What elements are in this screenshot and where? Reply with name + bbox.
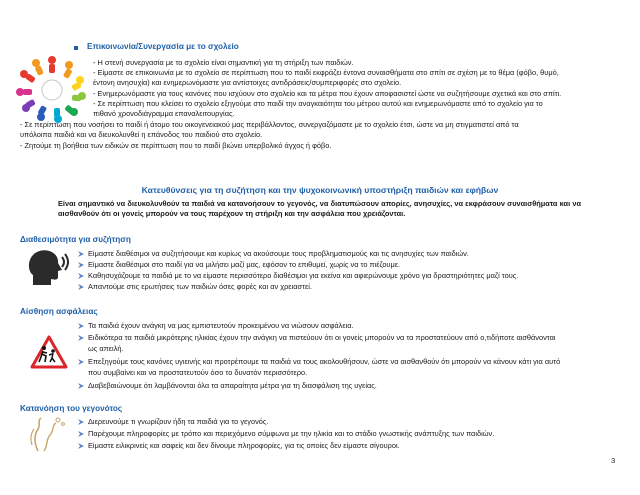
section1-line: πιθανό χρονοδιάγραμμα επαναλειτουργίας. xyxy=(93,109,235,118)
list-item: Απαντούμε στις ερωτήσεις των παιδιών όσες φορές και αν χρειαστεί. xyxy=(88,282,312,291)
list-item: Καθησυχάζουμε τα παιδιά με το να είμαστε περισσότερο διαθέσιμοι για εκείνα και αφιερώνουμε χρόνο για δραστηριότητες μαζί τους. xyxy=(88,271,519,280)
section1-line: - Σε περίπτωση που νοσήσει το παιδί ή άτομο του οικογενειακού μας περιβάλλοντος, συνεργαζόμαστε με το σχολείο έτσι, ώστε να μη στιγματιστεί από τα xyxy=(20,120,519,129)
arrow-bullet-icon xyxy=(77,322,85,330)
arrow-bullet-icon xyxy=(77,261,85,269)
safety-line: Επεξηγούμε τους κανόνες υγιεινής και προτρέπουμε τα παιδιά να τους ακολουθήσουν, ώστε να αισθανθούν ότι μπορούν να κάνουν κάτι για αυτό xyxy=(88,357,561,366)
section1-line: - Η στενή συνεργασία με το σχολείο είναι σημαντική για τη στήριξη των παιδιών. xyxy=(93,58,354,67)
section-heading-understanding: Κατανόηση του γεγονότος xyxy=(20,404,123,413)
arrow-bullet-icon xyxy=(77,334,85,342)
safety-line: ως απειλή. xyxy=(88,344,124,353)
section-heading-safety: Αίσθηση ασφάλειας xyxy=(20,307,98,316)
children-crossing-sign-icon xyxy=(30,335,68,369)
arrow-bullet-icon xyxy=(77,283,85,291)
section1-line: - Ενημερωνόμαστε για τους κανόνες που ισχύουν στο σχολείο και τα μέτρα που έχουν αποφασιστεί ώστε να συζητήσουμε σχετικά και στο σπίτι. xyxy=(93,89,562,98)
page-number: 3 xyxy=(611,456,616,465)
section1-line: έντονη ανησυχία) και ενημερωνόμαστε για αντίστοιχες αντιδράσεις/συμπεριφορές στο σχολείο. xyxy=(93,78,402,87)
list-item: Διερευνούμε τι γνωρίζουν ήδη τα παιδιά για το γεγονός. xyxy=(88,417,269,426)
section1-line: υπόλοιπα παιδιά και να διευκολυνθεί η επάνοδος του παιδιού στο σχολείο. xyxy=(20,130,263,139)
safety-line: Διαβεβαιώνουμε ότι λαμβάνονται όλα τα απαραίτητα μέτρα για τη διασφάλιση της υγείας. xyxy=(88,381,377,390)
arrow-bullet-icon xyxy=(77,418,85,426)
arrow-bullet-icon xyxy=(77,250,85,258)
arrow-bullet-icon xyxy=(77,358,85,366)
list-item: Παρέχουμε πληροφορίες με τρόπο και περιεχόμενο σύμφωνα με την ηλικία και το στάδιο γνωστικής ανάπτυξης των παιδιών. xyxy=(88,429,495,438)
intro-paragraph: Είναι σημαντικό να διευκολυνθούν τα παιδιά να κατανοήσουν το γεγονός, να διατυπώσουν απορίες, ανησυχίες, να εκφράσουν συναισθήματα και να αισθανθούν ότι οι γονείς μπορούν να τους παρέχουν τη στήριξη και την ασφάλεια που χρειάζονται. xyxy=(58,199,581,219)
section1-line: - Σε περίπτωση που κλείσει το σχολείο εξηγούμε στο παιδί την αναγκαιότητα του μέτρου αυτού και ενημερωνόμαστε από το σχολείο για το xyxy=(93,99,543,108)
list-item: Είμαστε διαθέσιμοι να συζητήσουμε και κυρίως να ακούσουμε τους προβληματισμούς και τις ανησυχίες των παιδιών. xyxy=(88,249,469,258)
square-bullet-icon xyxy=(74,46,78,50)
section1-line: - Ζητούμε τη βοήθεια των ειδικών σε περίπτωση που το παιδί βιώνει υπερβολικό άγχος ή φόβο. xyxy=(20,141,332,150)
arrow-bullet-icon xyxy=(77,272,85,280)
list-item: Είμαστε διαθέσιμοι στο παιδί για να μιλήσει μαζί μας, εφόσον το επιθυμεί, χωρίς να το πιέζουμε. xyxy=(88,260,401,269)
people-circle-icon xyxy=(14,52,90,124)
safety-line: που συμβαίνει και να προστατευτούν όσο το δυνατόν περισσότερο. xyxy=(88,368,308,377)
arrow-bullet-icon xyxy=(77,430,85,438)
list-item: Είμαστε ειλικρινείς και σαφείς και δεν δίνουμε πληροφορίες, για τις οποίες δεν είμαστε σίγουροι. xyxy=(88,441,400,450)
arrow-bullet-icon xyxy=(77,442,85,450)
section-heading-availability: Διαθεσιμότητα για συζήτηση xyxy=(20,235,131,244)
thinking-head-icon xyxy=(28,415,70,453)
section1-line: - Είμαστε σε επικοινωνία με το σχολείο σε περίπτωση που το παιδί εκφράζει έντονα συναισθήματα στο σπίτι σε σχέση με το θέμα (φόβο, θυμό, xyxy=(93,68,559,77)
section-heading-school: Επικοινωνία/Συνεργασία με το σχολείο xyxy=(87,42,239,51)
safety-line: Ειδικότερα τα παιδιά μικρότερης ηλικίας έχουν την ανάγκη να πιστεύουν ότι οι γονείς μπορούν να τα προστατεύουν από ο,τιδήποτε αισθάνονται xyxy=(88,333,556,342)
page-title: Κατευθύνσεις για τη συζήτηση και την ψυχοκοινωνική υποστήριξη παιδιών και εφήβων xyxy=(141,185,499,195)
speaking-head-icon xyxy=(25,245,71,291)
safety-line: Τα παιδιά έχουν ανάγκη να μας εμπιστευτούν προκειμένου να νιώσουν ασφάλεια. xyxy=(88,321,354,330)
arrow-bullet-icon xyxy=(77,382,85,390)
